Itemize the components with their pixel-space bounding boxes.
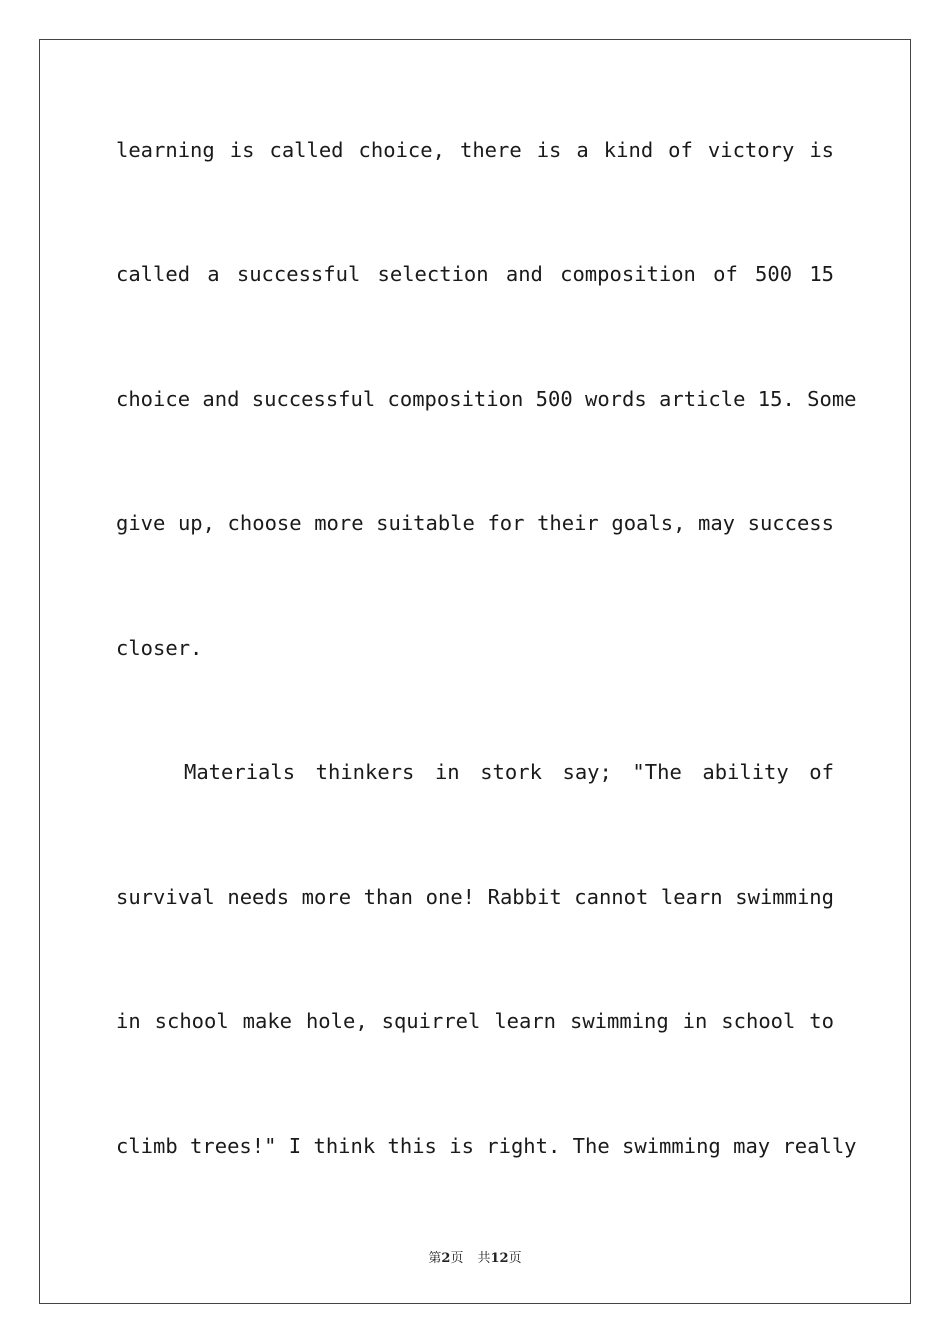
page-footer — [0, 1247, 950, 1266]
text-line-1: learning is called choice, there is a kind of victory is — [116, 138, 834, 162]
text-line-4: give up, choose more suitable for their goals, may success — [116, 511, 834, 535]
total-pages: 12 — [490, 1251, 509, 1266]
text-line-6: Materials thinkers in stork say; "The ability of — [184, 760, 834, 784]
text-line-9: climb trees!" I think this is right. The swimming may really — [116, 1134, 857, 1158]
text-line-5: closer. — [116, 636, 203, 660]
text-line-8: in school make hole, squirrel learn swimming in school to — [116, 1009, 834, 1033]
page-prefix: 第 — [428, 1251, 442, 1266]
text-line-7: survival needs more than one! Rabbit cannot learn swimming — [116, 885, 834, 909]
page-number: 2 — [441, 1251, 451, 1266]
text-line-3: choice and successful composition 500 words article 15. Some — [116, 387, 857, 411]
page-border — [39, 39, 911, 1304]
page-suffix: 页 — [450, 1251, 464, 1266]
total-prefix: 共 — [477, 1251, 491, 1266]
total-suffix: 页 — [508, 1251, 522, 1266]
text-line-2: called a successful selection and composition of 500 15 — [116, 262, 834, 286]
